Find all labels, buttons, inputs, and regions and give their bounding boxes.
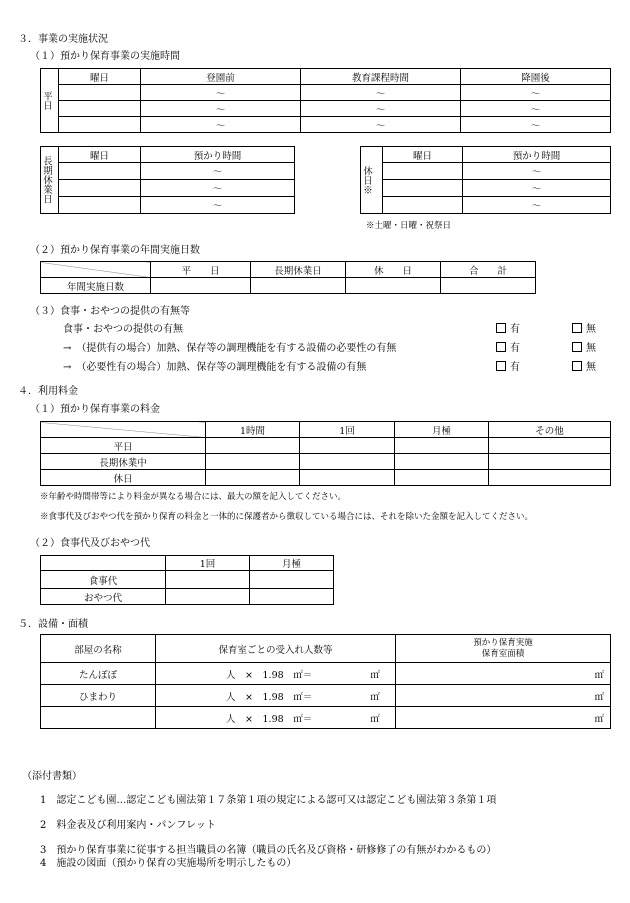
long-vacation-label: 長期休業日 (41, 147, 59, 214)
area-input[interactable]: ㎡ (396, 707, 611, 729)
fee-input[interactable] (166, 589, 250, 605)
tilde[interactable]: ～ (141, 180, 295, 197)
meal-fee-table (40, 555, 334, 605)
fee-input[interactable] (250, 589, 334, 605)
fee-row-label: 平日 (41, 438, 206, 454)
header-hours: 預かり時間 (463, 147, 611, 163)
header-weekday: 曜日 (59, 69, 141, 85)
checkbox-icon[interactable] (496, 361, 506, 371)
long-days-input[interactable] (251, 278, 346, 294)
meal-3-yes[interactable]: 有 (496, 361, 520, 374)
weekday-hours-table (40, 68, 611, 133)
attachment-3: 3 預かり保育事業に従事する担当職員の名簿（職員の氏名及び資格・研修修了の有無がわかるもの） (40, 845, 497, 856)
header-capacity: 保育室ごとの受入れ人数等 (156, 635, 396, 663)
room-name[interactable] (41, 707, 156, 729)
weekday-cell[interactable] (59, 197, 141, 214)
fee-input[interactable] (395, 438, 489, 454)
fee-input[interactable] (395, 470, 489, 486)
fee-input[interactable] (395, 454, 489, 470)
fee-input[interactable] (166, 571, 250, 589)
weekday-cell[interactable] (59, 117, 141, 133)
tilde[interactable]: ～ (301, 85, 461, 101)
weekday-cell[interactable] (383, 163, 463, 180)
header-holiday: 休 日 (346, 262, 441, 278)
tilde[interactable]: ～ (463, 163, 611, 180)
meal-2-yes[interactable]: 有 (496, 342, 520, 355)
header-1hour: 1時間 (206, 422, 300, 438)
tilde[interactable]: ～ (141, 163, 295, 180)
fee-note-1: ※年齢や時間帯等により料金が異なる場合には、最大の額を記入してください。 (40, 492, 347, 502)
fee-input[interactable] (489, 454, 611, 470)
tilde[interactable]: ～ (141, 117, 301, 133)
header-total: 合 計 (441, 262, 536, 278)
checkbox-icon[interactable] (572, 342, 582, 352)
weekday-days-input[interactable] (151, 278, 251, 294)
header-weekday: 平 日 (151, 262, 251, 278)
tilde[interactable]: ～ (141, 197, 295, 214)
fee-input[interactable] (300, 454, 395, 470)
total-days-input[interactable] (441, 278, 536, 294)
fee-input[interactable] (206, 470, 300, 486)
meal-question-2: → （提供有の場合）加熱、保存等の調理機能を有する設備の必要性の有無 (63, 343, 397, 354)
annual-days-table (40, 261, 536, 294)
facility-table (40, 634, 611, 729)
header-after: 降園後 (461, 69, 611, 85)
checkbox-icon[interactable] (572, 361, 582, 371)
diagonal-cell (41, 422, 206, 438)
snack-fee-label: おやつ代 (41, 589, 166, 605)
section4-title: ４．利用料金 (18, 386, 78, 397)
tilde[interactable]: ～ (141, 101, 301, 117)
attachment-1: 1 認定こども園…認定こども園法第１７条第１項の規定による認可又は認定こども園法第３条第１項 (40, 795, 497, 806)
header-other: その他 (489, 422, 611, 438)
fee-row-label: 休日 (41, 470, 206, 486)
section4-2-title: （２）食事代及びおやつ代 (30, 538, 150, 549)
tilde[interactable]: ～ (463, 197, 611, 214)
section3-title: ３．事業の実施状況 (18, 34, 108, 45)
fee-note-2: ※食事代及びおやつ代を預かり保育の料金と一体的に保護者から徴収している場合には、それを除いた金額を記入してください。 (40, 512, 534, 522)
section3-1-title: （１）預かり保育事業の実施時間 (30, 51, 180, 62)
capacity-calc[interactable]: 人 × 1.98 ㎡＝ ㎡ (156, 685, 396, 707)
section4-1-title: （１）預かり保育事業の料金 (30, 404, 160, 415)
capacity-calc[interactable]: 人 × 1.98 ㎡＝ ㎡ (156, 707, 396, 729)
holiday-label: 休日※ (361, 147, 383, 214)
fee-input[interactable] (206, 438, 300, 454)
header-monthly: 月極 (250, 556, 334, 571)
meal-2-no[interactable]: 無 (572, 342, 596, 355)
blank-header (41, 556, 166, 571)
meal-1-yes[interactable]: 有 (496, 323, 520, 336)
section3-2-title: （２）預かり保育事業の年間実施日数 (30, 245, 200, 256)
weekday-cell[interactable] (383, 197, 463, 214)
attachment-4: 4 施設の図面（預かり保育の実施場所を明示したもの） (40, 858, 297, 869)
weekday-cell[interactable] (383, 180, 463, 197)
tilde[interactable]: ～ (301, 117, 461, 133)
tilde[interactable]: ～ (301, 101, 461, 117)
weekday-cell[interactable] (59, 85, 141, 101)
meal-question-3: → （必要性有の場合）加熱、保存等の調理機能を有する設備の有無 (63, 362, 367, 373)
header-room-name: 部屋の名称 (41, 635, 156, 663)
weekday-cell[interactable] (59, 101, 141, 117)
weekday-cell[interactable] (59, 163, 141, 180)
fee-input[interactable] (489, 470, 611, 486)
long-vacation-table (40, 146, 295, 214)
capacity-calc[interactable]: 人 × 1.98 ㎡＝ ㎡ (156, 663, 396, 685)
weekday-label: 平日 (41, 69, 59, 133)
attachments-title: （添付書類） (22, 771, 82, 782)
header-once: 1回 (166, 556, 250, 571)
tilde[interactable]: ～ (461, 101, 611, 117)
meal-question-1: 食事・おやつの提供の有無 (63, 324, 183, 335)
room-name[interactable]: ひまわり (41, 685, 156, 707)
area-input[interactable]: ㎡ (396, 685, 611, 707)
fee-input[interactable] (206, 454, 300, 470)
holiday-days-input[interactable] (346, 278, 441, 294)
annual-days-label: 年間実施日数 (41, 278, 151, 294)
checkbox-icon[interactable] (496, 323, 506, 333)
checkbox-icon[interactable] (496, 342, 506, 352)
holiday-table (360, 146, 611, 214)
header-long: 長期休業日 (251, 262, 346, 278)
header-hours: 預かり時間 (141, 147, 295, 163)
holiday-note: ※土曜・日曜・祝祭日 (366, 221, 452, 231)
header-edu: 教育課程時間 (301, 69, 461, 85)
room-name[interactable]: たんぽぽ (41, 663, 156, 685)
header-before: 登園前 (141, 69, 301, 85)
diagonal-cell (41, 262, 151, 278)
section5-title: ５．設備・面積 (18, 619, 88, 630)
fee-table (40, 421, 611, 486)
fee-input[interactable] (300, 438, 395, 454)
fee-input[interactable] (300, 470, 395, 486)
section3-3-title: （３）食事・おやつの提供の有無等 (30, 306, 190, 317)
tilde[interactable]: ～ (141, 85, 301, 101)
meal-fee-label: 食事代 (41, 571, 166, 589)
header-monthly: 月極 (395, 422, 489, 438)
meal-3-no[interactable]: 無 (572, 361, 596, 374)
header-weekday: 曜日 (59, 147, 141, 163)
fee-row-label: 長期休業中 (41, 454, 206, 470)
checkbox-icon[interactable] (572, 323, 582, 333)
header-once: 1回 (300, 422, 395, 438)
tilde[interactable]: ～ (461, 117, 611, 133)
fee-input[interactable] (489, 438, 611, 454)
fee-input[interactable] (250, 571, 334, 589)
header-area: 預かり保育実施 保育室面積 (396, 635, 611, 663)
header-weekday: 曜日 (383, 147, 463, 163)
tilde[interactable]: ～ (463, 180, 611, 197)
tilde[interactable]: ～ (461, 85, 611, 101)
weekday-cell[interactable] (59, 180, 141, 197)
attachment-2: 2 料金表及び利用案内・パンフレット (40, 820, 216, 831)
area-input[interactable]: ㎡ (396, 663, 611, 685)
meal-1-no[interactable]: 無 (572, 323, 596, 336)
